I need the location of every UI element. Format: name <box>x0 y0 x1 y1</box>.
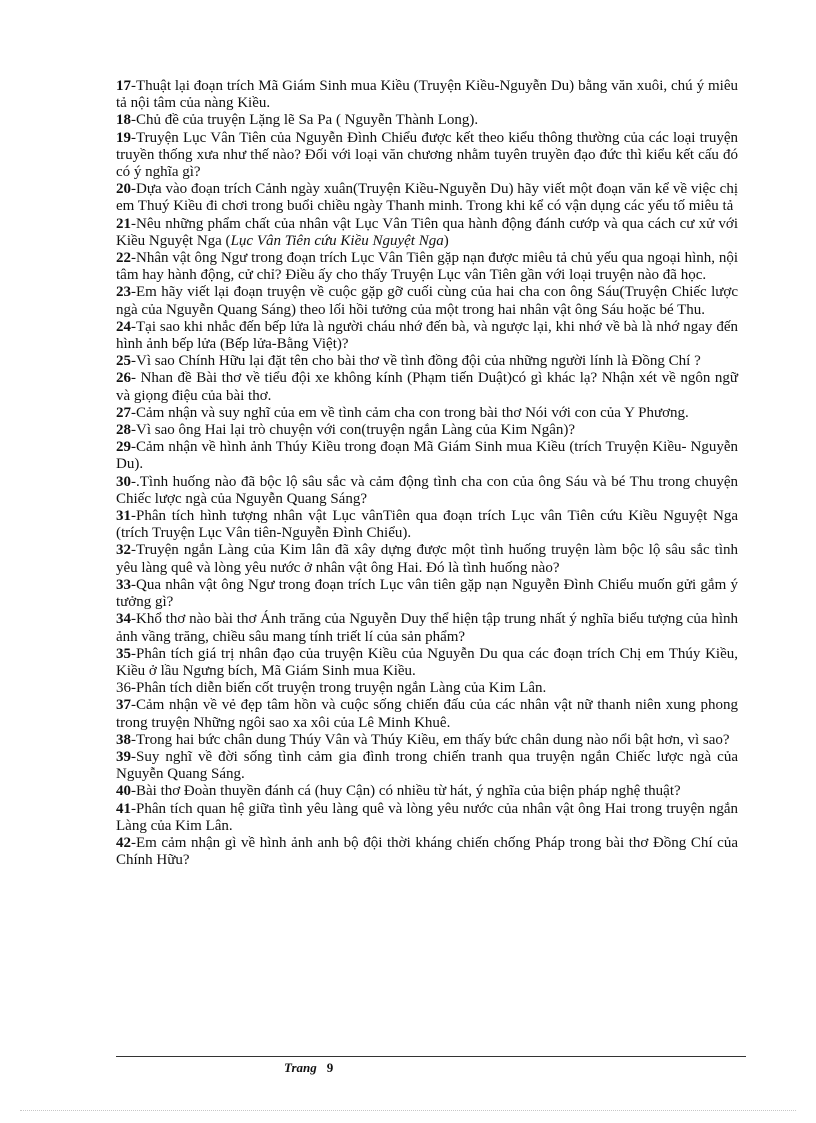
question-text: -Khổ thơ nào bài thơ Ánh trăng của Nguyễn Duy thể hiện tập trung nhất ý nghĩa biểu tượng của hình ảnh vầng trăng, chiều sâu mang tính triết lí của sản phẩm? <box>116 611 738 645</box>
question-item <box>116 422 738 439</box>
question-text: -Em cảm nhận gì về hình ảnh anh bộ đội thời kháng chiến chống Pháp trong bài thơ Đồng Chí của Chính Hữu? <box>116 834 738 869</box>
question-number: 35 <box>116 645 131 662</box>
question-item <box>116 216 738 250</box>
question-text-end: ) <box>443 232 449 249</box>
question-number: 30 <box>116 473 131 490</box>
question-text: -Nêu những phẩm chất của nhân vật Lục Vân Tiên qua hành động đánh cướp và qua cách cư xử với Kiều Nguyệt Nga ( <box>116 215 738 249</box>
question-text: -Thuật lại đoạn trích Mã Giám Sinh mua Kiều (Truyện Kiều-Nguyễn Du) bằng văn xuôi, chú ý miêu tả nội tâm của nàng Kiều. <box>116 78 738 112</box>
question-item <box>116 749 738 783</box>
question-number: 38 <box>116 731 131 748</box>
question-text: -Tại sao khi nhắc đến bếp lửa là người cháu nhớ đến bà, và ngược lại, khi nhớ về bà là nhớ ngay đến hình ảnh bếp lửa (Bếp lửa-Bằng Việt)? <box>116 318 738 353</box>
question-item <box>116 783 738 800</box>
question-text: -Bài thơ Đoàn thuyền đánh cá (huy Cận) có nhiều từ hát, ý nghĩa của biện pháp nghệ thuật? <box>131 783 681 800</box>
question-number: 20 <box>116 181 131 198</box>
question-text: -.Tình huống nào đã bộc lộ sâu sắc và cảm động tình cha con của ông Sáu và bé Thu trong chuyện Chiếc lược ngà của Nguyễn Quang Sáng? <box>116 473 738 507</box>
question-number: 33 <box>116 576 131 593</box>
question-text: -Phân tích hình tượng nhân vật Lục vânTiên qua đoạn trích Lục vân Tiên cứu Kiều Nguyệt Nga (trích Truyện Lục Vân tiên-Nguyễn Đình Chiểu). <box>116 508 738 542</box>
question-text: -Em hãy viết lại đoạn truyện về cuộc gặp gỡ cuối cùng của hai cha con ông Sáu(Truyện Chiếc lược ngà của Nguyễn Quang Sáng) theo lối hồi tưởng của một trong hai nhân vật ông Sáu hoặc bé Thu. <box>116 284 738 318</box>
question-text: -Truyện Lục Vân Tiên của Nguyễn Đình Chiểu được kết theo kiểu thông thường của các loại truyện truyền thống xưa như thế nào? Đối với loại văn chương nhằm tuyên truyền đạo đức thì kiểu kết cấu đó có ý nghĩa gì? <box>116 129 738 181</box>
question-list <box>116 78 738 869</box>
question-text: -Cảm nhận về hình ảnh Thúy Kiều trong đoạn Mã Giám Sinh mua Kiều (trích Truyện Kiều- Nguyễn Du). <box>116 439 738 473</box>
question-number: 23 <box>116 284 131 301</box>
question-item <box>116 405 738 422</box>
question-number: 29 <box>116 439 131 456</box>
question-number: 18 <box>116 112 131 129</box>
question-number: 24 <box>116 318 131 335</box>
question-number: 40 <box>116 783 131 800</box>
question-text: -Cảm nhận và suy nghĩ của em về tình cảm cha con trong bài thơ Nói với con của Y Phương. <box>131 404 689 421</box>
footer-divider <box>116 1056 746 1057</box>
question-text: -Qua nhân vật ông Ngư trong đoạn trích Lục vân tiên gặp nạn Nguyễn Đình Chiểu muốn gửi gắm ý tưởng gì? <box>116 576 738 611</box>
question-number: 19 <box>116 129 131 146</box>
question-item <box>116 370 738 404</box>
question-number: 27 <box>116 404 131 421</box>
question-number: 21 <box>116 215 131 232</box>
question-text: -Phân tích quan hệ giữa tình yêu làng quê và lòng yêu nước của nhân vật ông Hai trong truyện ngắn Làng của Kim Lân. <box>116 800 738 834</box>
question-title-italic: Lục Vân Tiên cứu Kiều Nguyệt Nga <box>230 232 444 249</box>
question-text: -Suy nghĩ về đời sống tình cảm gia đình trong chiến tranh qua truyện ngắn Chiếc lược ngà của Nguyễn Quang Sáng. <box>116 748 738 783</box>
question-number: 28 <box>116 422 131 439</box>
question-number: 41 <box>116 800 131 817</box>
question-text: -Phân tích giá trị nhân đạo của truyện Kiều của Nguyễn Du qua các đoạn trích Chị em Thúy Kiều, Kiều ở lầu Ngưng bích, Mã Giám Sinh mua Kiều. <box>116 645 738 679</box>
question-number: 34 <box>116 611 131 628</box>
question-text: - Nhan đề Bài thơ về tiểu đội xe không kính (Phạm tiến Duật)có gì khác lạ? Nhận xét về ngôn ngữ và giọng điệu của bài thơ. <box>116 370 738 404</box>
page-number: 9 <box>326 1060 334 1075</box>
question-text: -Dựa vào đoạn trích Cảnh ngày xuân(Truyện Kiều-Nguyễn Du) hãy viết một đoạn văn kể về việc chị em Thuý Kiều đi chơi trong buổi chiều ngày Thanh minh. Trong khi kể có vận dụng các yếu tố miêu tả <box>116 181 738 215</box>
question-item <box>116 319 738 353</box>
question-number: 36 <box>116 680 131 697</box>
question-text: -Vì sao ông Hai lại trò chuyện với con(truyện ngắn Làng của Kim Ngân)? <box>131 422 576 439</box>
question-item <box>116 130 738 182</box>
question-number: 37 <box>116 697 131 714</box>
question-item <box>116 697 738 731</box>
question-number: 42 <box>116 834 131 851</box>
question-item <box>116 353 738 370</box>
question-item <box>116 181 738 215</box>
page-label: Trang <box>284 1060 317 1075</box>
question-text: -Phân tích diễn biến cốt truyện trong truyện ngắn Làng của Kim Lân. <box>131 680 547 697</box>
question-item <box>116 801 738 835</box>
question-number: 26 <box>116 370 131 387</box>
question-text: -Nhân vật ông Ngư trong đoạn trích Lục Vân Tiên gặp nạn được miêu tả chủ yếu qua ngoại hình, nội tâm hay hành động, cử chỉ? Điều ấy cho thấy Truyện Lục vân Tiên gần với loại truyện nào đã học. <box>116 250 738 284</box>
question-item <box>116 680 738 697</box>
question-item <box>116 78 738 112</box>
question-text: -Truyện ngắn Làng của Kim lân đã xây dựng được một tình huống truyện làm bộc lộ sâu sắc tình yêu làng quê và lòng yêu nước ở nhân vật ông Hai. Đó là tình huống nào? <box>116 542 738 576</box>
question-item <box>116 474 738 508</box>
question-text: -Chủ đề của truyện Lặng lẽ Sa Pa ( Nguyễn Thành Long). <box>131 112 479 129</box>
question-text: -Trong hai bức chân dung Thúy Vân và Thúy Kiều, em thấy bức chân dung nào nổi bật hơn, vì sao? <box>131 731 730 748</box>
question-number: 25 <box>116 353 131 370</box>
question-item <box>116 732 738 749</box>
question-item <box>116 542 738 576</box>
question-item <box>116 112 738 129</box>
question-item <box>116 250 738 284</box>
question-number: 22 <box>116 250 131 267</box>
question-item <box>116 646 738 680</box>
question-item <box>116 611 738 645</box>
question-text: -Vì sao Chính Hữu lại đặt tên cho bài thơ về tình đồng đội của những người lính là Đồng Chí ? <box>131 353 701 370</box>
question-number: 39 <box>116 748 131 765</box>
question-item <box>116 577 738 611</box>
question-number: 31 <box>116 508 131 525</box>
question-item <box>116 439 738 473</box>
question-item <box>116 835 738 869</box>
question-text: -Cảm nhận về vẻ đẹp tâm hồn và cuộc sống chiến đấu của các nhân vật nữ thanh niên xung phong trong truyện Những ngôi sao xa xôi của Lê Minh Khuê. <box>116 697 738 731</box>
question-item <box>116 284 738 318</box>
question-number: 32 <box>116 542 131 559</box>
page-bottom-border <box>20 1110 796 1111</box>
question-item <box>116 508 738 542</box>
page-footer <box>284 1060 333 1076</box>
question-number: 17 <box>116 78 131 94</box>
